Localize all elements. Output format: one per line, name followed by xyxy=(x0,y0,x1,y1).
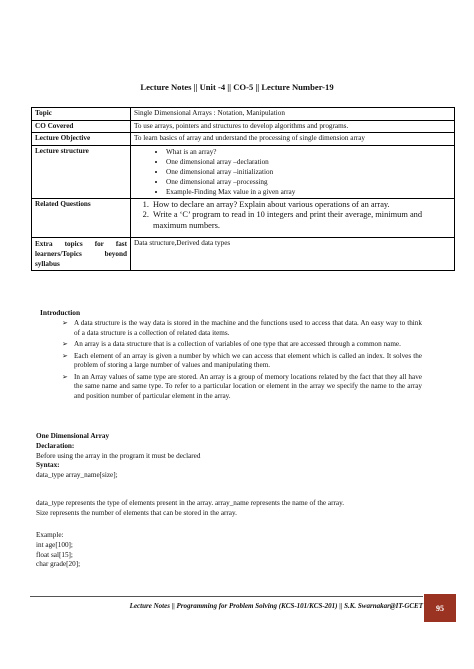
list-item: 1. How to declare an array? Explain about various operations of an array. xyxy=(151,200,451,211)
intro-text: In an Array values of same type are stored. An array is a group of memory locations related by the fact that they all have the same name and same type. To refer to a particular location or element in the array we specify the name to the array and position number of particular element in the array. xyxy=(74,372,422,400)
topic-label: Topic xyxy=(32,108,131,121)
page-number: 95 xyxy=(424,594,456,622)
objective-value: To learn basics of array and understand the processing of single dimension array xyxy=(131,133,455,146)
page-title: Lecture Notes || Unit -4 || CO-5 || Lecture Number-19 xyxy=(140,82,334,92)
one-dim-section xyxy=(36,432,200,481)
objective-label: Lecture Objective xyxy=(32,133,131,146)
structure-value xyxy=(131,145,455,198)
table-row xyxy=(32,133,455,146)
list-item: • Example-Finding Max value in a given array xyxy=(166,187,451,197)
co-label: CO Covered xyxy=(32,120,131,133)
list-item: • One dimensional array –processing xyxy=(166,177,451,187)
table-row xyxy=(32,108,455,121)
structure-list xyxy=(134,147,451,197)
intro-text: Each element of an array is given a number by which we can access that element which is called an index. It solves the problem of storing a large number of values and manipulating them. xyxy=(74,351,422,369)
introduction-list xyxy=(62,319,422,403)
explanation-line: Size represents the number of elements that can be stored in the array. xyxy=(36,508,237,517)
example-block xyxy=(36,531,80,570)
co-value: To use arrays, pointers and structures to develop algorithms and programs. xyxy=(131,120,455,133)
example-label: Example: xyxy=(36,531,64,539)
arrow-bullet-icon: ➢ xyxy=(62,372,68,381)
explanation-line: data_type represents the type of elements present in the array. array_name represents the name of the array. xyxy=(36,499,344,507)
list-item: 2. Write a ‘C’ program to read in 10 integers and print their average, minimum and maximum numbers. xyxy=(151,210,451,231)
code-line: char grade[20]; xyxy=(36,560,81,569)
lecture-info-table xyxy=(31,107,455,271)
list-item xyxy=(62,352,422,371)
table-row xyxy=(32,120,455,133)
extra-topics-label: Extra topics for fast learners/Topics beyond syllabus xyxy=(32,237,131,270)
code-line: float sal[15]; xyxy=(36,550,73,559)
intro-text: A data structure is the way data is stored in the machine and the functions used to access that data. An easy way to think of a data structure is a collection of related data items. xyxy=(74,319,422,337)
list-item xyxy=(62,373,422,402)
code-line: int age[100]; xyxy=(36,540,73,549)
arrow-bullet-icon: ➢ xyxy=(62,319,68,327)
explanation-block xyxy=(36,499,344,519)
syntax-text: data_type array_name[size]; xyxy=(36,471,118,480)
section-heading: One Dimensional Array xyxy=(36,432,110,440)
list-item xyxy=(62,340,422,350)
declaration-label: Declaration: xyxy=(36,441,75,450)
declaration-text: Before using the array in the program it must be declared xyxy=(36,451,201,460)
intro-text: An array is a data structure that is a collection of variables of one type that are accessed through a common name. xyxy=(74,340,401,348)
table-row xyxy=(32,198,455,237)
syntax-label: Syntax: xyxy=(36,461,60,470)
list-item: • One dimensional array –declaration xyxy=(166,157,451,167)
extra-topics-value: Data structure,Derived data types xyxy=(131,237,455,270)
topic-value: Single Dimensional Arrays : Notation, Manipulation xyxy=(131,108,455,121)
table-row xyxy=(32,237,455,270)
structure-label: Lecture structure xyxy=(32,145,131,198)
list-item: • What is an array? xyxy=(166,147,451,157)
footer-divider xyxy=(30,596,423,597)
list-item xyxy=(62,319,422,338)
introduction-heading: Introduction xyxy=(40,308,81,317)
arrow-bullet-icon: ➢ xyxy=(62,340,68,348)
arrow-bullet-icon: ➢ xyxy=(62,351,68,360)
list-item: • One dimensional array –initialization xyxy=(166,167,451,177)
questions-list xyxy=(134,200,451,232)
questions-label: Related Questions xyxy=(32,198,131,237)
footer-text: Lecture Notes || Programming for Problem Solving (KCS-101/KCS-201) || S.K. Swarnakar@IT-GCET xyxy=(129,602,423,610)
table-row xyxy=(32,145,455,198)
questions-value xyxy=(131,198,455,237)
